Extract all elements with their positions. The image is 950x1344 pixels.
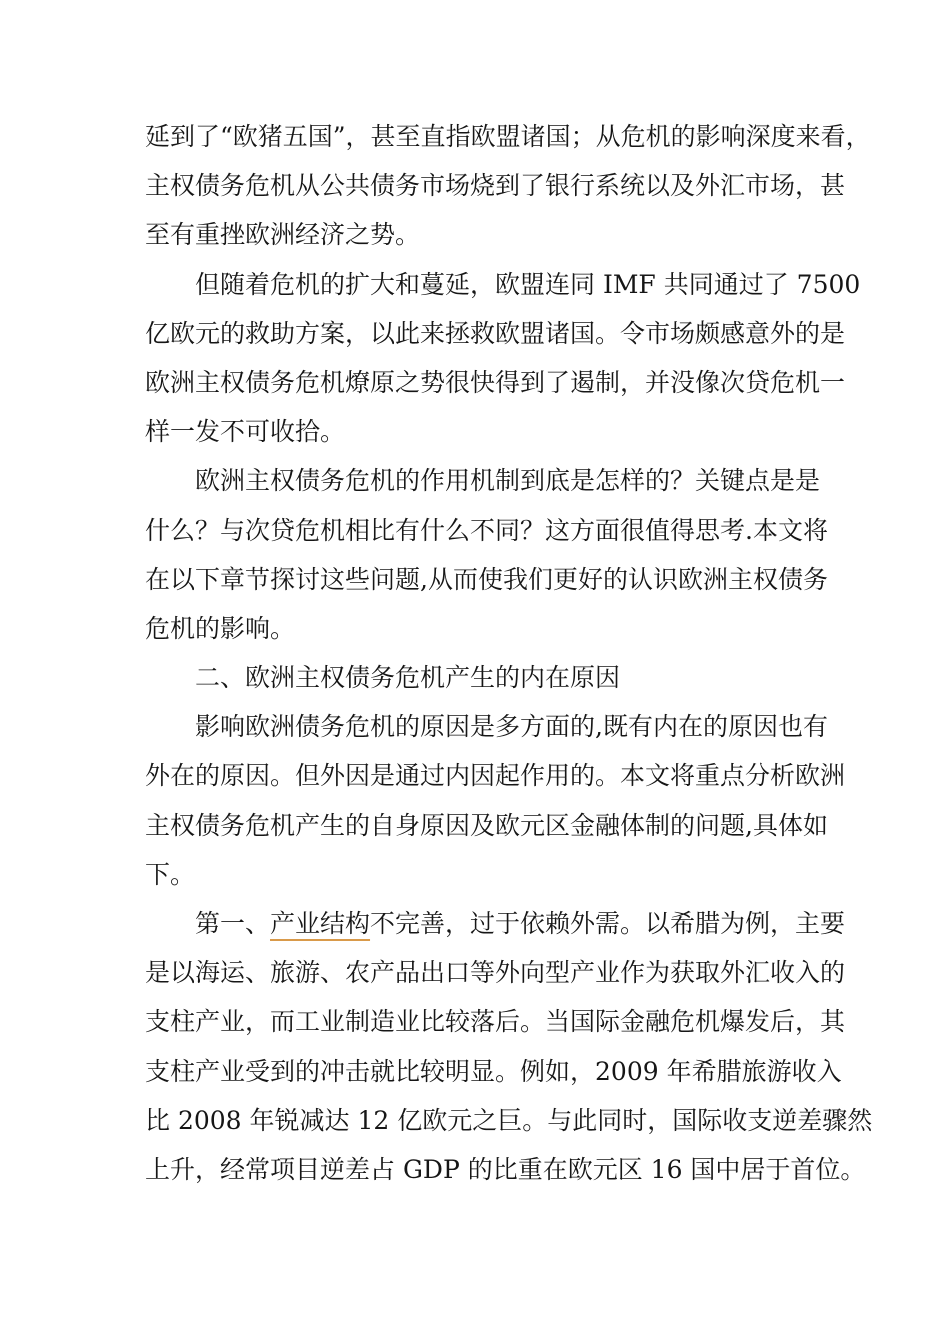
line-suffix: 不完善，过于依赖外需。以希腊为例，主要 (370, 909, 846, 938)
paragraph-end-line: 危机的影响。 (145, 613, 296, 643)
underlined-term: 产业结构 (270, 909, 371, 938)
paragraph-first-line: 欧洲主权债务危机的作用机制到底是怎样的？关键点是是 (195, 466, 821, 496)
text-line: 延到了“欧猪五国”，甚至直指欧盟诸国；从危机的影响深度来看， (145, 122, 871, 151)
line-prefix: 第一、 (195, 909, 271, 938)
text-line: 主权债务危机从公共债务市场烧到了银行系统以及外汇市场，甚 (145, 171, 846, 201)
text-line: 支柱产业，而工业制造业比较落后。当国际金融危机爆发后，其 (145, 1007, 846, 1037)
text-line: 比 2008 年锐减达 12 亿欧元之巨。与此同时，国际收支逆差骤然 (145, 1105, 873, 1135)
section-heading: 二、欧洲主权债务危机产生的内在原因 (195, 663, 621, 693)
text-line: 是以海运、旅游、农产品出口等外向型产业作为获取外汇收入的 (145, 958, 846, 988)
paragraph-end-line: 下。 (145, 859, 196, 889)
paragraph-first-line: 但随着危机的扩大和蔓延，欧盟连同 IMF 共同通过了 7500 (195, 269, 861, 299)
text-line: 上升，经常项目逆差占 GDP 的比重在欧元区 16 国中居于首位。 (145, 1154, 866, 1184)
text-line: 支柱产业受到的冲击就比较明显。例如，2009 年希腊旅游收入 (145, 1056, 842, 1086)
text-line: 在以下章节探讨这些问题,从而使我们更好的认识欧洲主权债务 (145, 564, 828, 594)
text-line: 亿欧元的救助方案，以此来拯救欧盟诸国。令市场颇感意外的是 (145, 318, 846, 348)
paragraph-first-line: 影响欧洲债务危机的原因是多方面的,既有内在的原因也有 (195, 712, 828, 742)
text-line: 欧洲主权债务危机燎原之势很快得到了遏制，并没像次贷危机一 (145, 367, 846, 397)
text-line: 什么？与次贷危机相比有什么不同？这方面很值得思考.本文将 (145, 515, 828, 545)
text-line: 外在的原因。但外因是通过内因起作用的。本文将重点分析欧洲 (145, 761, 846, 791)
paragraph-end-line: 样一发不可收拾。 (145, 417, 346, 447)
paragraph-end-line: 至有重挫欧洲经济之势。 (145, 220, 421, 250)
body-text (145, 112, 873, 1194)
paragraph-first-line (145, 899, 846, 948)
text-line: 主权债务危机产生的自身原因及欧元区金融体制的问题,具体如 (145, 810, 828, 840)
